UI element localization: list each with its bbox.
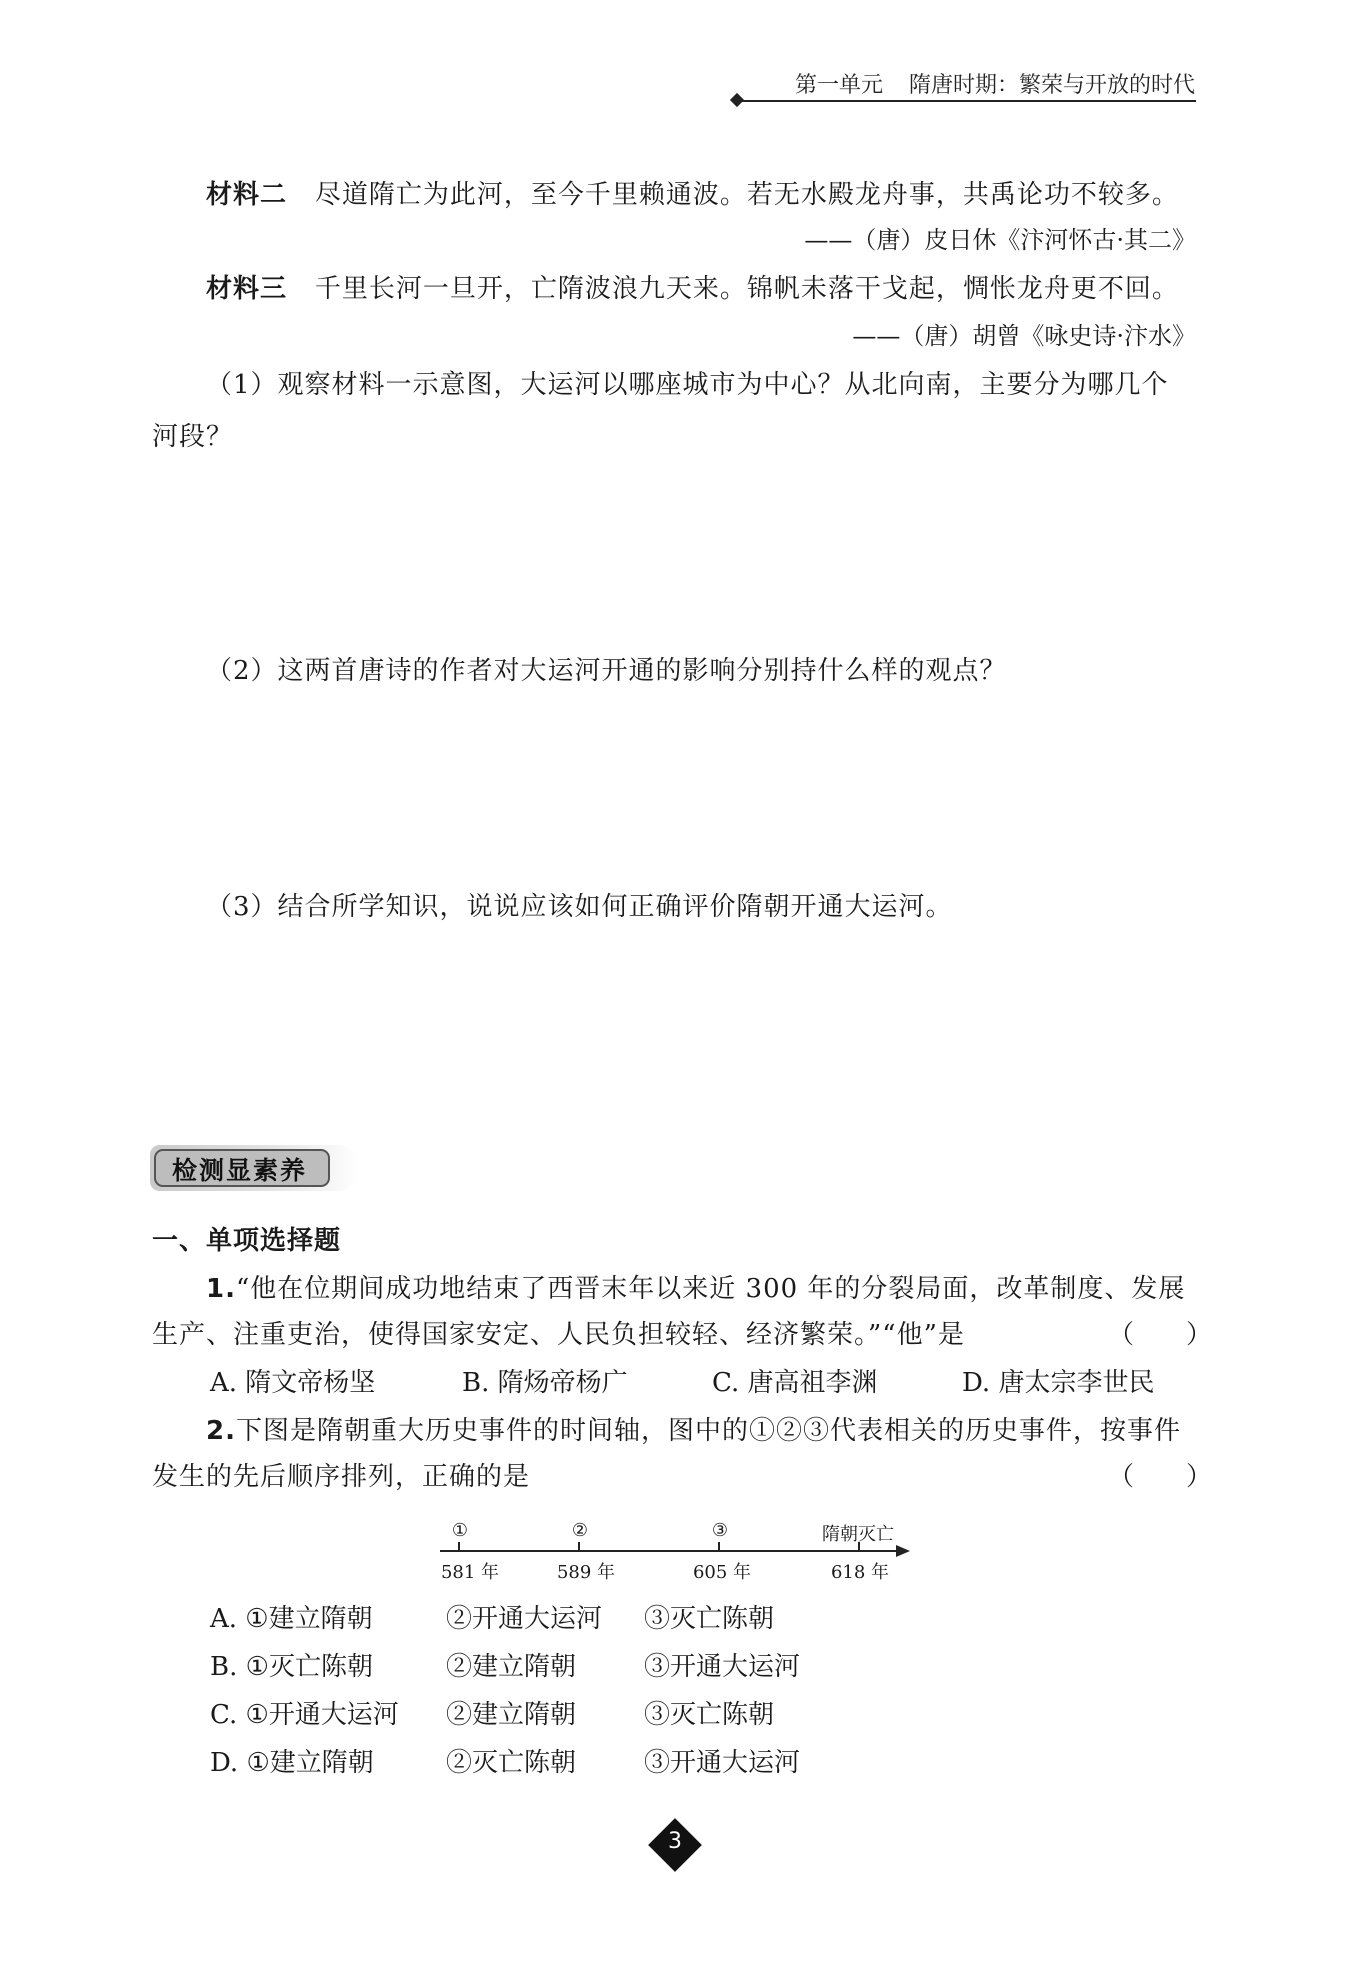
- section-heading: 一、单项选择题: [152, 1226, 342, 1256]
- header-diamond-icon: [730, 93, 744, 107]
- mc2-text: 下图是隋朝重大历史事件的时间轴，图中的①②③代表相关的历史事件，按事件: [235, 1416, 1181, 1446]
- mc2-option-a-2: ②开通大运河: [446, 1604, 603, 1634]
- mc2-option-a[interactable]: A. ①建立隋朝: [210, 1604, 373, 1634]
- timeline-year: 581 年: [440, 1562, 500, 1583]
- mc2-line-1: [206, 1410, 1181, 1447]
- timeline-year: 589 年: [556, 1562, 616, 1583]
- timeline-year: 605 年: [692, 1562, 752, 1583]
- mc2-option-c-2: ②建立隋朝: [446, 1700, 577, 1730]
- mc1-answer-bracket[interactable]: （ ）: [1108, 1320, 1213, 1350]
- mc2-option-d[interactable]: D. ①建立隋朝: [210, 1748, 374, 1778]
- material-source: ——（唐）皮日休《汴河怀古·其二》: [804, 226, 1196, 254]
- timeline-year: 618 年: [830, 1562, 890, 1583]
- timeline-arrow-icon: [896, 1545, 910, 1557]
- mc2-answer-bracket[interactable]: （ ）: [1108, 1462, 1213, 1492]
- mc2-number: 2.: [206, 1416, 236, 1446]
- question-1-line-2: 河段？: [152, 422, 234, 452]
- timeline-mark: 隋朝灭亡: [822, 1524, 894, 1545]
- timeline: [440, 1520, 920, 1590]
- mc1-number: 1.: [206, 1274, 236, 1304]
- material-2: [206, 174, 1179, 211]
- mc1-option-d[interactable]: D. 唐太宗李世民: [962, 1368, 1155, 1398]
- header-title: 隋唐时期：繁荣与开放的时代: [908, 73, 1195, 98]
- material-text: 千里长河一旦开，亡隋波浪九天来。锦帆未落干戈起，惆怅龙舟更不回。: [314, 274, 1179, 304]
- mc2-option-a-3: ③灭亡陈朝: [644, 1604, 775, 1634]
- mc1-text: “他在位期间成功地结束了西晋末年以来近 300 年的分裂局面，改革制度、发展: [235, 1274, 1186, 1304]
- mc1-option-c[interactable]: C. 唐高祖李渊: [712, 1368, 878, 1398]
- mc2-option-c-3: ③灭亡陈朝: [644, 1700, 775, 1730]
- question-3: （3）结合所学知识，说说应该如何正确评价隋朝开通大运河。: [206, 892, 953, 922]
- page-number: 3: [668, 1829, 682, 1854]
- timeline-mark: ②: [571, 1520, 589, 1541]
- mc1-line-1: [206, 1268, 1185, 1305]
- material-3: [206, 268, 1179, 305]
- material-source: ——（唐）胡曾《咏史诗·汴水》: [852, 322, 1196, 350]
- header-unit: 第一单元: [794, 73, 883, 98]
- timeline-tick: [458, 1542, 460, 1552]
- header-rule: [738, 100, 1196, 102]
- timeline-axis: [440, 1550, 898, 1552]
- timeline-mark: ①: [451, 1520, 469, 1541]
- mc2-option-d-2: ②灭亡陈朝: [446, 1748, 577, 1778]
- timeline-mark: ③: [711, 1520, 729, 1541]
- mc1-line-2: 生产、注重吏治，使得国家安定、人民负担较轻、经济繁荣。”“他”是: [152, 1320, 965, 1350]
- mc2-option-c[interactable]: C. ①开通大运河: [210, 1700, 399, 1730]
- mc2-line-2: 发生的先后顺序排列，正确的是: [152, 1462, 531, 1492]
- timeline-tick: [718, 1542, 720, 1552]
- mc2-option-b-3: ③开通大运河: [644, 1652, 801, 1682]
- question-1-line-1: （1）观察材料一示意图，大运河以哪座城市为中心？从北向南，主要分为哪几个: [206, 370, 1169, 400]
- material-text: 尽道隋亡为此河，至今千里赖通波。若无水殿龙舟事，共禹论功不较多。: [314, 180, 1179, 210]
- mc2-option-d-3: ③开通大运河: [644, 1748, 801, 1778]
- section-badge-label: 检测显素养: [172, 1156, 308, 1185]
- mc2-option-b-2: ②建立隋朝: [446, 1652, 577, 1682]
- question-2: （2）这两首唐诗的作者对大运河开通的影响分别持什么样的观点？: [206, 656, 1007, 686]
- mc1-option-a[interactable]: A. 隋文帝杨坚: [210, 1368, 376, 1398]
- mc1-option-b[interactable]: B. 隋炀帝杨广: [462, 1368, 628, 1398]
- material-label: 材料三: [206, 274, 288, 304]
- section-badge: [150, 1145, 360, 1191]
- material-label: 材料二: [206, 180, 288, 210]
- timeline-tick: [578, 1542, 580, 1552]
- mc2-option-b[interactable]: B. ①灭亡陈朝: [210, 1652, 373, 1682]
- running-header: [795, 68, 1195, 99]
